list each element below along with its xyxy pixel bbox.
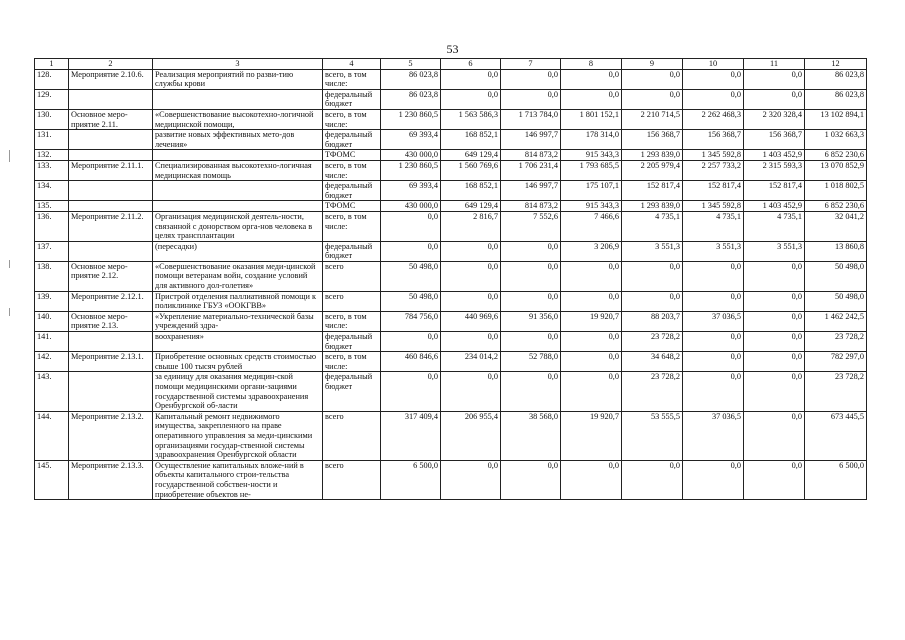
budget-table: [34, 58, 867, 500]
event-cell: [69, 89, 153, 109]
value-cell: 52 788,0: [501, 352, 561, 372]
value-cell: 2 257 733,2: [683, 160, 744, 180]
value-cell: 2 205 979,4: [622, 160, 683, 180]
value-cell: 168 852,1: [441, 130, 501, 150]
value-cell: 146 997,7: [501, 130, 561, 150]
value-cell: 0,0: [744, 352, 805, 372]
description-cell: Осуществление капитальных вложе-ний в объекты капитального строи-тельства государственной собствен-ности и приобретение объектов не-: [153, 460, 323, 499]
value-cell: 19 920,7: [561, 411, 622, 460]
funding-source-cell: всего, в том числе:: [323, 109, 381, 129]
row-number-cell: 133.: [35, 160, 69, 180]
row-number-cell: 137.: [35, 241, 69, 261]
funding-source-cell: федеральный бюджет: [323, 241, 381, 261]
value-cell: 37 036,5: [683, 311, 744, 331]
description-cell: [153, 201, 323, 212]
funding-source-cell: всего, в том числе:: [323, 69, 381, 89]
table-row: [35, 460, 867, 499]
description-cell: за единицу для оказания медицин-ской помощи медицинскими органи-зациями государственной системы здравоохранения Оренбургской об-ласти: [153, 372, 323, 411]
value-cell: 4 735,1: [622, 211, 683, 241]
value-cell: 0,0: [561, 261, 622, 291]
value-cell: 0,0: [744, 261, 805, 291]
description-cell: «Укрепление материально-технической базы учреждений здра-: [153, 311, 323, 331]
column-number: 10: [683, 59, 744, 70]
margin-mark: [9, 150, 10, 162]
value-cell: 0,0: [744, 372, 805, 411]
value-cell: 814 873,2: [501, 150, 561, 161]
value-cell: 0,0: [622, 261, 683, 291]
value-cell: 1 230 860,5: [381, 109, 441, 129]
table-row: [35, 291, 867, 311]
value-cell: 3 551,3: [744, 241, 805, 261]
value-cell: 1 345 592,8: [683, 201, 744, 212]
value-cell: 0,0: [622, 89, 683, 109]
value-cell: 0,0: [683, 89, 744, 109]
value-cell: 0,0: [441, 241, 501, 261]
value-cell: 86 023,8: [805, 69, 867, 89]
value-cell: 0,0: [501, 241, 561, 261]
funding-source-cell: федеральный бюджет: [323, 89, 381, 109]
value-cell: 50 498,0: [381, 261, 441, 291]
funding-source-cell: всего, в том числе:: [323, 160, 381, 180]
column-number: 1: [35, 59, 69, 70]
value-cell: 0,0: [622, 460, 683, 499]
value-cell: 0,0: [744, 89, 805, 109]
column-number: 2: [69, 59, 153, 70]
value-cell: 178 314,0: [561, 130, 622, 150]
value-cell: 91 356,0: [501, 311, 561, 331]
value-cell: 23 728,2: [805, 372, 867, 411]
funding-source-cell: ТФОМС: [323, 201, 381, 212]
row-number-cell: 132.: [35, 150, 69, 161]
table-row: [35, 211, 867, 241]
value-cell: 0,0: [501, 460, 561, 499]
value-cell: 69 393,4: [381, 181, 441, 201]
value-cell: 234 014,2: [441, 352, 501, 372]
value-cell: 1 230 860,5: [381, 160, 441, 180]
value-cell: 1 713 784,0: [501, 109, 561, 129]
value-cell: 0,0: [441, 69, 501, 89]
table-row: [35, 311, 867, 331]
description-cell: [153, 181, 323, 201]
value-cell: 1 293 839,0: [622, 150, 683, 161]
value-cell: 673 445,5: [805, 411, 867, 460]
column-number: 12: [805, 59, 867, 70]
event-cell: [69, 150, 153, 161]
funding-source-cell: ТФОМС: [323, 150, 381, 161]
value-cell: 156 368,7: [683, 130, 744, 150]
funding-source-cell: федеральный бюджет: [323, 130, 381, 150]
column-number: 5: [381, 59, 441, 70]
description-cell: [153, 150, 323, 161]
funding-source-cell: всего: [323, 460, 381, 499]
value-cell: 649 129,4: [441, 201, 501, 212]
value-cell: 7 552,6: [501, 211, 561, 241]
row-number-cell: 141.: [35, 332, 69, 352]
value-cell: 152 817,4: [744, 181, 805, 201]
value-cell: 0,0: [561, 89, 622, 109]
description-cell: [153, 89, 323, 109]
event-cell: [69, 372, 153, 411]
value-cell: 0,0: [561, 372, 622, 411]
table-row: [35, 150, 867, 161]
value-cell: 1 560 769,6: [441, 160, 501, 180]
column-number: 6: [441, 59, 501, 70]
row-number-cell: 145.: [35, 460, 69, 499]
row-number-cell: 136.: [35, 211, 69, 241]
value-cell: 0,0: [561, 69, 622, 89]
table-row: [35, 411, 867, 460]
value-cell: 1 403 452,9: [744, 201, 805, 212]
value-cell: 6 852 230,6: [805, 201, 867, 212]
value-cell: 0,0: [744, 311, 805, 331]
row-number-cell: 142.: [35, 352, 69, 372]
value-cell: 2 816,7: [441, 211, 501, 241]
description-cell: Капитальный ремонт недвижимого имущества, закрепленного на праве оперативного управления за меди-цинскими организациями государ-ственной системы здравоохранения Оренбургской области: [153, 411, 323, 460]
table-row: [35, 130, 867, 150]
value-cell: 0,0: [501, 69, 561, 89]
value-cell: 156 368,7: [622, 130, 683, 150]
row-number-cell: 139.: [35, 291, 69, 311]
event-cell: [69, 130, 153, 150]
value-cell: 34 648,2: [622, 352, 683, 372]
value-cell: 440 969,6: [441, 311, 501, 331]
description-cell: Реализация мероприятий по разви-тию службы крови: [153, 69, 323, 89]
value-cell: 4 735,1: [683, 211, 744, 241]
value-cell: 0,0: [441, 261, 501, 291]
value-cell: 1 563 586,3: [441, 109, 501, 129]
event-cell: Мероприятие 2.11.2.: [69, 211, 153, 241]
value-cell: 0,0: [683, 460, 744, 499]
value-cell: 0,0: [744, 291, 805, 311]
funding-source-cell: федеральный бюджет: [323, 181, 381, 201]
value-cell: 50 498,0: [805, 261, 867, 291]
description-cell: «Совершенствование высокотехно-логичной медицинской помощи,: [153, 109, 323, 129]
value-cell: 1 793 685,5: [561, 160, 622, 180]
value-cell: 0,0: [622, 291, 683, 311]
event-cell: [69, 201, 153, 212]
funding-source-cell: всего: [323, 261, 381, 291]
value-cell: 0,0: [683, 69, 744, 89]
row-number-cell: 129.: [35, 89, 69, 109]
value-cell: 88 203,7: [622, 311, 683, 331]
column-number: 9: [622, 59, 683, 70]
value-cell: 1 403 452,9: [744, 150, 805, 161]
value-cell: 317 409,4: [381, 411, 441, 460]
value-cell: 0,0: [441, 332, 501, 352]
value-cell: 0,0: [501, 261, 561, 291]
value-cell: 1 032 663,3: [805, 130, 867, 150]
column-number: 11: [744, 59, 805, 70]
value-cell: 6 500,0: [805, 460, 867, 499]
row-number-cell: 131.: [35, 130, 69, 150]
value-cell: 152 817,4: [622, 181, 683, 201]
event-cell: [69, 241, 153, 261]
description-cell: Приобретение основных средств стоимостью свыше 100 тысяч рублей: [153, 352, 323, 372]
row-number-cell: 128.: [35, 69, 69, 89]
value-cell: 13 102 894,1: [805, 109, 867, 129]
value-cell: 3 551,3: [683, 241, 744, 261]
funding-source-cell: всего: [323, 411, 381, 460]
value-cell: 23 728,2: [622, 372, 683, 411]
value-cell: 0,0: [744, 411, 805, 460]
value-cell: 0,0: [441, 372, 501, 411]
value-cell: 2 315 593,3: [744, 160, 805, 180]
value-cell: 2 210 714,5: [622, 109, 683, 129]
margin-mark: [9, 260, 10, 268]
margin-mark: [9, 308, 10, 316]
row-number-cell: 130.: [35, 109, 69, 129]
value-cell: 50 498,0: [381, 291, 441, 311]
funding-source-cell: всего, в том числе:: [323, 211, 381, 241]
value-cell: 0,0: [381, 332, 441, 352]
table-row: [35, 89, 867, 109]
value-cell: 430 000,0: [381, 201, 441, 212]
value-cell: 86 023,8: [381, 69, 441, 89]
table-row: [35, 332, 867, 352]
value-cell: 0,0: [501, 89, 561, 109]
row-number-cell: 138.: [35, 261, 69, 291]
value-cell: 0,0: [381, 211, 441, 241]
value-cell: 1 462 242,5: [805, 311, 867, 331]
value-cell: 168 852,1: [441, 181, 501, 201]
event-cell: Основное меро-приятие 2.11.: [69, 109, 153, 129]
event-cell: Основное меро-приятие 2.12.: [69, 261, 153, 291]
value-cell: 649 129,4: [441, 150, 501, 161]
value-cell: 6 500,0: [381, 460, 441, 499]
value-cell: 2 320 328,4: [744, 109, 805, 129]
value-cell: 1 018 802,5: [805, 181, 867, 201]
value-cell: 175 107,1: [561, 181, 622, 201]
table-row: [35, 261, 867, 291]
value-cell: 38 568,0: [501, 411, 561, 460]
funding-source-cell: всего, в том числе:: [323, 311, 381, 331]
value-cell: 156 368,7: [744, 130, 805, 150]
value-cell: 430 000,0: [381, 150, 441, 161]
value-cell: 86 023,8: [381, 89, 441, 109]
value-cell: 782 297,0: [805, 352, 867, 372]
value-cell: 0,0: [441, 460, 501, 499]
value-cell: 37 036,5: [683, 411, 744, 460]
value-cell: 3 551,3: [622, 241, 683, 261]
row-number-cell: 140.: [35, 311, 69, 331]
value-cell: 4 735,1: [744, 211, 805, 241]
value-cell: 0,0: [561, 460, 622, 499]
value-cell: 0,0: [683, 332, 744, 352]
event-cell: Мероприятие 2.10.6.: [69, 69, 153, 89]
column-number: 7: [501, 59, 561, 70]
value-cell: 784 756,0: [381, 311, 441, 331]
value-cell: 3 206,9: [561, 241, 622, 261]
value-cell: 32 041,2: [805, 211, 867, 241]
value-cell: 0,0: [683, 291, 744, 311]
table-row: [35, 241, 867, 261]
funding-source-cell: всего, в том числе:: [323, 352, 381, 372]
value-cell: 0,0: [501, 372, 561, 411]
value-cell: 152 817,4: [683, 181, 744, 201]
value-cell: 915 343,3: [561, 201, 622, 212]
value-cell: 19 920,7: [561, 311, 622, 331]
event-cell: Мероприятие 2.13.3.: [69, 460, 153, 499]
description-cell: воохранения»: [153, 332, 323, 352]
value-cell: 0,0: [744, 460, 805, 499]
value-cell: 814 873,2: [501, 201, 561, 212]
value-cell: 0,0: [744, 69, 805, 89]
value-cell: 0,0: [683, 352, 744, 372]
event-cell: Мероприятие 2.12.1.: [69, 291, 153, 311]
value-cell: 0,0: [561, 332, 622, 352]
value-cell: 86 023,8: [805, 89, 867, 109]
table-row: [35, 352, 867, 372]
column-number: 8: [561, 59, 622, 70]
value-cell: 0,0: [501, 332, 561, 352]
funding-source-cell: федеральный бюджет: [323, 372, 381, 411]
value-cell: 0,0: [561, 352, 622, 372]
row-number-cell: 144.: [35, 411, 69, 460]
funding-source-cell: всего: [323, 291, 381, 311]
event-cell: Мероприятие 2.13.2.: [69, 411, 153, 460]
page-number: 53: [446, 42, 459, 56]
event-cell: Основное меро-приятие 2.13.: [69, 311, 153, 331]
table-row: [35, 160, 867, 180]
value-cell: 1 345 592,8: [683, 150, 744, 161]
value-cell: 1 801 152,1: [561, 109, 622, 129]
value-cell: 0,0: [683, 261, 744, 291]
description-cell: Специализированная высокотехно-логичная медицинская помощь: [153, 160, 323, 180]
value-cell: 1 706 231,4: [501, 160, 561, 180]
table-row: [35, 69, 867, 89]
funding-source-cell: федеральный бюджет: [323, 332, 381, 352]
value-cell: 50 498,0: [805, 291, 867, 311]
event-cell: Мероприятие 2.11.1.: [69, 160, 153, 180]
description-cell: «Совершенствование оказания меди-цинской помощи ветеранам войн, создание условий для активного дол-голетия»: [153, 261, 323, 291]
value-cell: 23 728,2: [622, 332, 683, 352]
value-cell: 6 852 230,6: [805, 150, 867, 161]
value-cell: 13 070 852,9: [805, 160, 867, 180]
value-cell: 2 262 468,3: [683, 109, 744, 129]
value-cell: 13 860,8: [805, 241, 867, 261]
row-number-cell: 134.: [35, 181, 69, 201]
value-cell: 0,0: [622, 69, 683, 89]
event-cell: Мероприятие 2.13.1.: [69, 352, 153, 372]
event-cell: [69, 181, 153, 201]
value-cell: 146 997,7: [501, 181, 561, 201]
value-cell: 915 343,3: [561, 150, 622, 161]
value-cell: 0,0: [441, 291, 501, 311]
value-cell: 23 728,2: [805, 332, 867, 352]
column-number: 3: [153, 59, 323, 70]
value-cell: 0,0: [561, 291, 622, 311]
value-cell: 0,0: [683, 372, 744, 411]
value-cell: 1 293 839,0: [622, 201, 683, 212]
value-cell: 0,0: [381, 241, 441, 261]
description-cell: развитие новых эффективных мето-дов лечения»: [153, 130, 323, 150]
value-cell: 53 555,5: [622, 411, 683, 460]
value-cell: 69 393,4: [381, 130, 441, 150]
description-cell: (пересадки): [153, 241, 323, 261]
description-cell: Организация медицинской деятель-ности, связанной с донорством орга-нов человека в целях трансплантации: [153, 211, 323, 241]
value-cell: 0,0: [501, 291, 561, 311]
table-row: [35, 201, 867, 212]
column-number-row: [35, 59, 867, 70]
row-number-cell: 135.: [35, 201, 69, 212]
value-cell: 7 466,6: [561, 211, 622, 241]
description-cell: Пристрой отделения паллиативной помощи к поликлинике ГБУЗ «ООКГВВ»: [153, 291, 323, 311]
table-row: [35, 181, 867, 201]
value-cell: 460 846,6: [381, 352, 441, 372]
value-cell: 0,0: [381, 372, 441, 411]
column-number: 4: [323, 59, 381, 70]
value-cell: 0,0: [441, 89, 501, 109]
table-row: [35, 372, 867, 411]
table-row: [35, 109, 867, 129]
value-cell: 0,0: [744, 332, 805, 352]
row-number-cell: 143.: [35, 372, 69, 411]
value-cell: 206 955,4: [441, 411, 501, 460]
event-cell: [69, 332, 153, 352]
